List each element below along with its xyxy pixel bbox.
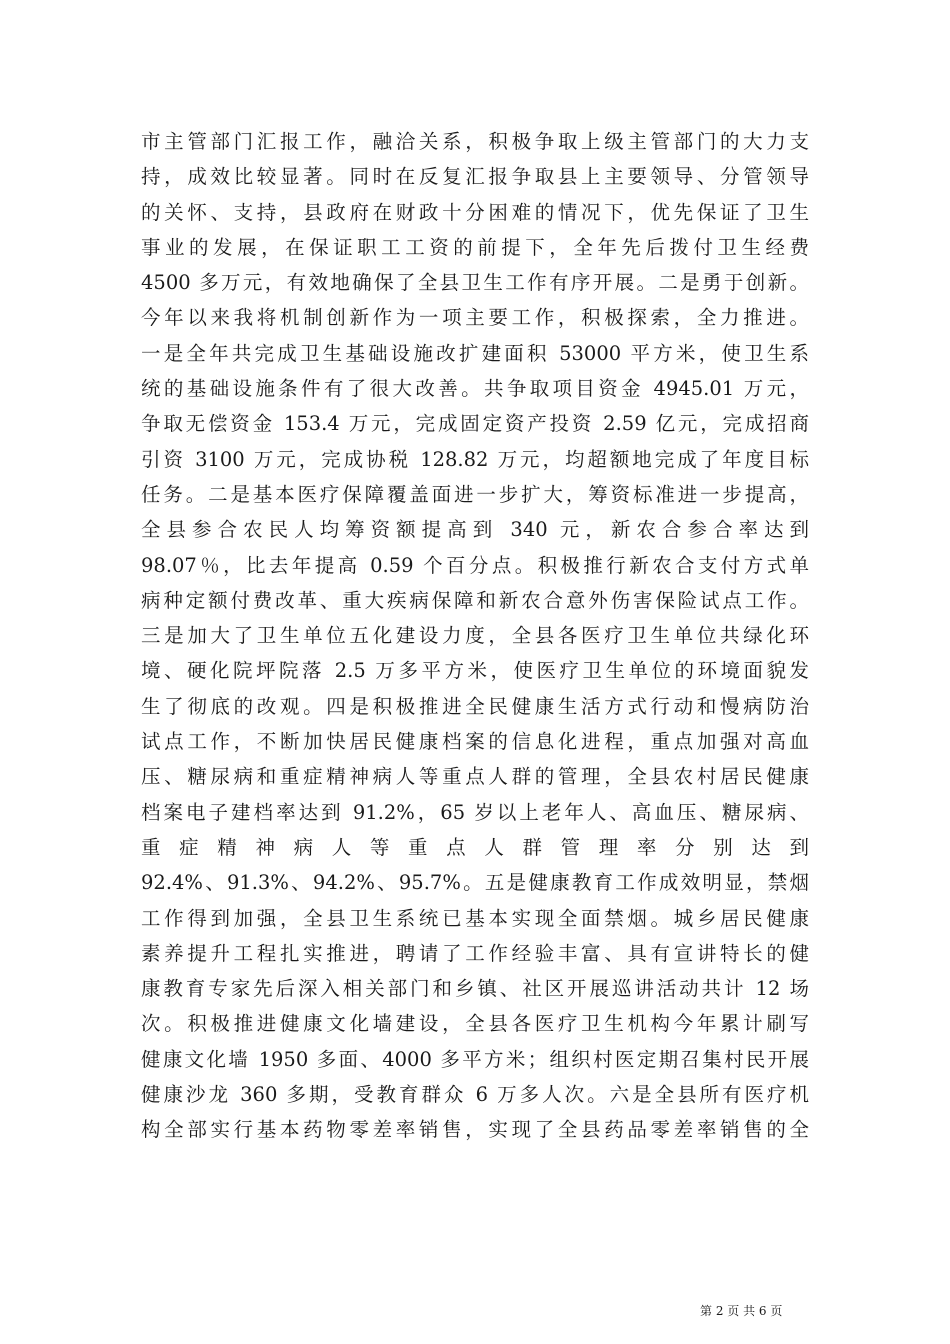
text-line: 健康沙龙 360 多期，受教育群众 6 万多人次。六是全县所有医疗机 bbox=[141, 1083, 809, 1107]
text-line: 4500 多万元，有效地确保了全县卫生工作有序开展。二是勇于创新。 bbox=[141, 271, 809, 295]
text-line: 98.07％，比去年提高 0.59 个百分点。积极推行新农合支付方式单 bbox=[141, 553, 809, 577]
text-line: 持，成效比较显著。同时在反复汇报争取县上主要领导、分管领导 bbox=[141, 165, 809, 189]
text-line: 试点工作，不断加快居民健康档案的信息化进程，重点加强对高血 bbox=[141, 730, 809, 754]
text-line: 一是全年共完成卫生基础设施改扩建面积 53000 平方米，使卫生系 bbox=[141, 341, 809, 365]
text-line: 健康文化墙 1950 多面、4000 多平方米；组织村医定期召集村民开展 bbox=[141, 1047, 809, 1071]
text-line: 争取无偿资金 153.4 万元，完成固定资产投资 2.59 亿元，完成招商 bbox=[141, 412, 809, 436]
text-line: 境、硬化院坪院落 2.5 万多平方米，使医疗卫生单位的环境面貌发 bbox=[141, 659, 809, 683]
text-line: 三是加大了卫生单位五化建设力度，全县各医疗卫生单位共绿化环 bbox=[141, 624, 809, 648]
text-line: 压、糖尿病和重症精神病人等重点人群的管理，全县农村居民健康 bbox=[141, 765, 809, 789]
text-line: 的关怀、支持，县政府在财政十分困难的情况下，优先保证了卫生 bbox=[141, 200, 809, 224]
text-line: 病种定额付费改革、重大疾病保障和新农合意外伤害保险试点工作。 bbox=[141, 588, 809, 612]
text-line: 档案电子建档率达到 91.2%，65 岁以上老年人、高血压、糖尿病、 bbox=[141, 800, 809, 824]
text-line: 任务。二是基本医疗保障覆盖面进一步扩大，筹资标准进一步提高， bbox=[141, 482, 809, 506]
body-text bbox=[141, 124, 809, 1148]
text-line: 素养提升工程扎实推进，聘请了工作经验丰富、具有宣讲特长的健 bbox=[141, 941, 809, 965]
text-line: 康教育专家先后深入相关部门和乡镇、社区开展巡讲活动共计 12 场 bbox=[141, 977, 809, 1001]
text-line: 生了彻底的改观。四是积极推进全民健康生活方式行动和慢病防治 bbox=[141, 694, 809, 718]
text-line: 次。积极推进健康文化墙建设，全县各医疗卫生机构今年累计刷写 bbox=[141, 1012, 809, 1036]
text-line: 92.4%、91.3%、94.2%、95.7%。五是健康教育工作成效明显，禁烟 bbox=[141, 871, 809, 895]
text-line: 事业的发展，在保证职工工资的前提下，全年先后拨付卫生经费 bbox=[141, 235, 809, 259]
text-line: 工作得到加强，全县卫生系统已基本实现全面禁烟。城乡居民健康 bbox=[141, 906, 809, 930]
text-line: 全县参合农民人均筹资额提高到 340 元，新农合参合率达到 bbox=[141, 518, 809, 542]
text-line: 统的基础设施条件有了很大改善。共争取项目资金 4945.01 万元， bbox=[141, 377, 809, 401]
text-line: 构全部实行基本药物零差率销售，实现了全县药品零差率销售的全 bbox=[141, 1118, 809, 1142]
page-number: 第 2 页 共 6 页 bbox=[700, 1304, 783, 1318]
text-line: 今年以来我将机制创新作为一项主要工作，积极探索，全力推进。 bbox=[141, 306, 809, 330]
text-line: 引资 3100 万元，完成协税 128.82 万元，均超额地完成了年度目标 bbox=[141, 447, 809, 471]
text-line: 重症精神病人等重点人群管理率分别达到 bbox=[141, 835, 809, 859]
text-line: 市主管部门汇报工作，融洽关系，积极争取上级主管部门的大力支 bbox=[141, 130, 809, 153]
